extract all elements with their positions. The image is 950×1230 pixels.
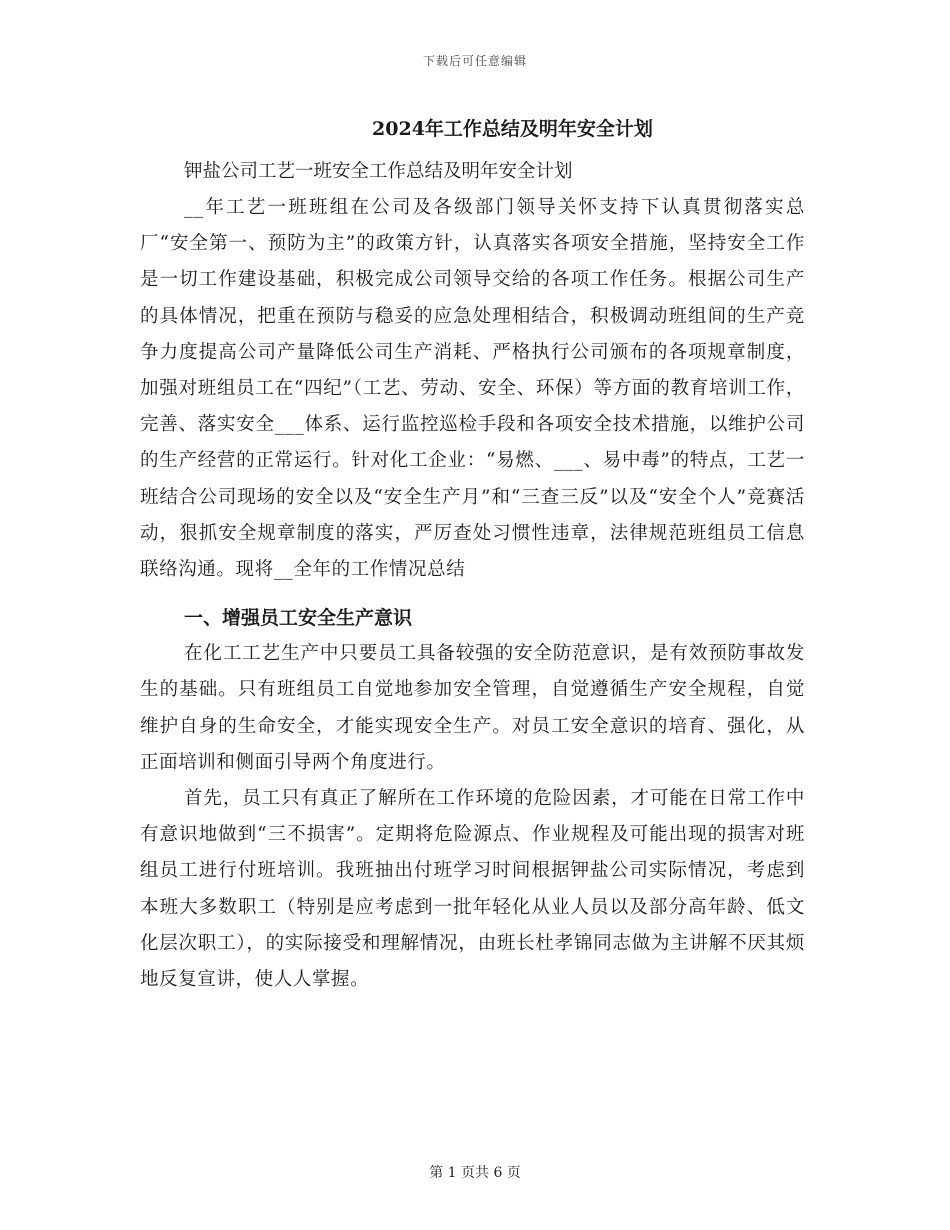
document-subtitle: 钾盐公司工艺一班安全工作总结及明年安全计划 xyxy=(184,161,573,182)
document-body xyxy=(140,112,805,998)
page-header-note: 下载后可任意编辑 xyxy=(422,54,527,68)
intro-paragraph: __年工艺一班班组在公司及各级部门领导关怀支持下认真贯彻落实总厂“安全第一、预防为主”的政策方针，认真落实各项安全措施，坚持安全工作是一切工作建设基础，积极完成公司领导交给的各项工作任务。根据公司生产的具体情况，把重在预防与稳妥的应急处理相结合，积极调动班组间的生产竞争力度提高公司产量降低公司生产消耗、严格执行公司颁布的各项规章制度，加强对班组员工在“四纪”（工艺、劳动、安全、环保）等方面的教育培训工作，完善、落实安全___体系、运行监控巡检手段和各项安全技术措施，以维护公司的生产经营的正常运行。针对化工企业：“易燃、___、易中毒”的特点，工艺一班结合公司现场的安全以及“安全生产月”和“三查三反”以及“安全个人”竞赛活动，狠抓安全规章制度的落实，严厉查处习惯性违章，法律规范班组员工信息联络沟通。现将__全年的工作情况总结 xyxy=(140,197,805,581)
section-paragraph: 在化工工艺生产中只要员工具备较强的安全防范意识，是有效预防事故发生的基础。只有班组员工自觉地参加安全管理，自觉遵循生产安全规程，自觉维护自身的生命安全，才能实现安全生产。对员工安全意识的培育、强化，从正面培训和侧面引导两个角度进行。 xyxy=(140,643,805,773)
section-paragraph: 首先，员工只有真正了解所在工作环境的危险因素，才可能在日常工作中有意识地做到“三不损害”。定期将危险源点、作业规程及可能出现的损害对班组员工进行付班培训。我班抽出付班学习时间根据钾盐公司实际情况，考虑到本班大多数职工（特别是应考虑到一批年轻化从业人员以及部分高年龄、低文化层次职工），的实际接受和理解情况，由班长杜孝锦同志做为主讲解不厌其烦地反复宣讲，使人人掌握。 xyxy=(140,788,805,991)
section-heading: 一、增强员工安全生产意识 xyxy=(184,607,413,630)
page-number: 第 1 页共 6 页 xyxy=(429,1165,521,1181)
document-title: 2024年工作总结及明年安全计划 xyxy=(372,118,653,140)
